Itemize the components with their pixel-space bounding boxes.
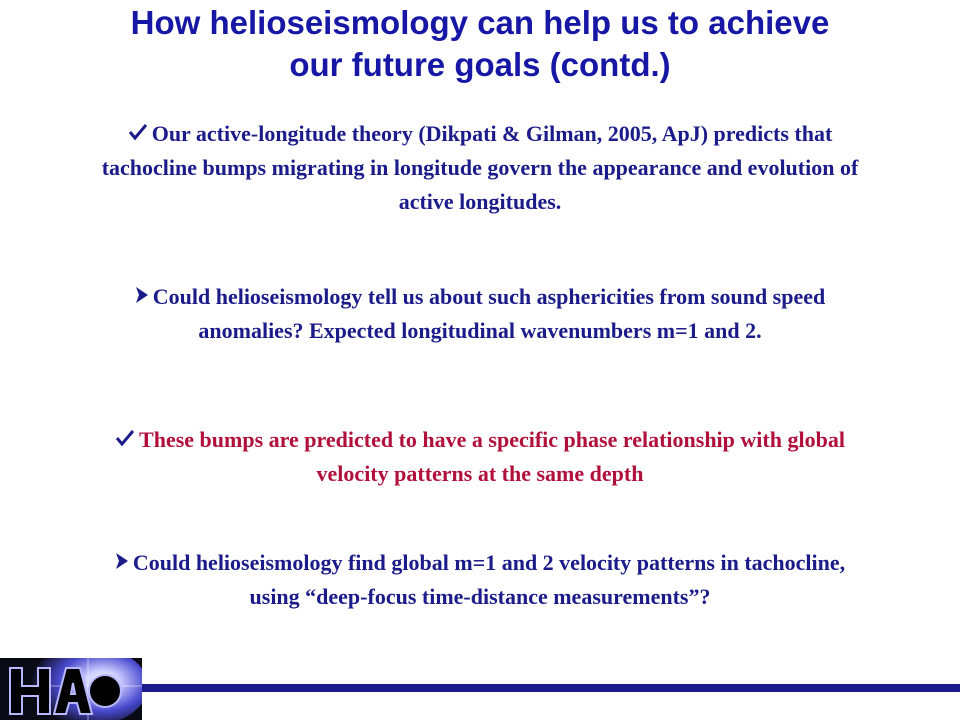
bullet-3-line-2: velocity patterns at the same depth	[316, 461, 644, 486]
slide-title	[0, 2, 960, 86]
bullet-1-line-1: Our active-longitude theory (Dikpati & Gilman, 2005, ApJ) predicts that	[151, 121, 833, 146]
bullet-2-line-1: Could helioseismology tell us about such asphericities from sound speed	[152, 284, 826, 309]
bullet-velocity-patterns-question	[0, 546, 960, 614]
bullet-phase-relationship	[0, 423, 960, 491]
bullet-1-line-2: tachocline bumps migrating in longitude govern the appearance and evolution of	[101, 155, 859, 180]
check-icon	[115, 423, 135, 457]
arrow-icon	[135, 280, 149, 314]
slide-title-line-2: our future goals (contd.)	[289, 46, 671, 83]
footer-divider-bar	[142, 684, 960, 692]
bullet-1-line-3: active longitudes.	[398, 189, 562, 214]
bullet-3-line-1: These bumps are predicted to have a specific phase relationship with global	[139, 427, 845, 452]
slide-title-line-1: How helioseismology can help us to achieve	[130, 4, 830, 41]
bullet-4-line-2: using “deep-focus time-distance measurements”?	[249, 584, 711, 609]
bullet-4-line-1: Could helioseismology find global m=1 and 2 velocity patterns in tachocline,	[132, 550, 846, 575]
check-icon	[128, 117, 148, 151]
bullet-sound-speed-question	[0, 280, 960, 348]
bullet-2-line-2: anomalies? Expected longitudinal wavenumbers m=1 and 2.	[198, 318, 762, 343]
arrow-icon	[115, 546, 129, 580]
bullet-active-longitude-theory	[0, 117, 960, 219]
hao-logo	[0, 658, 142, 720]
